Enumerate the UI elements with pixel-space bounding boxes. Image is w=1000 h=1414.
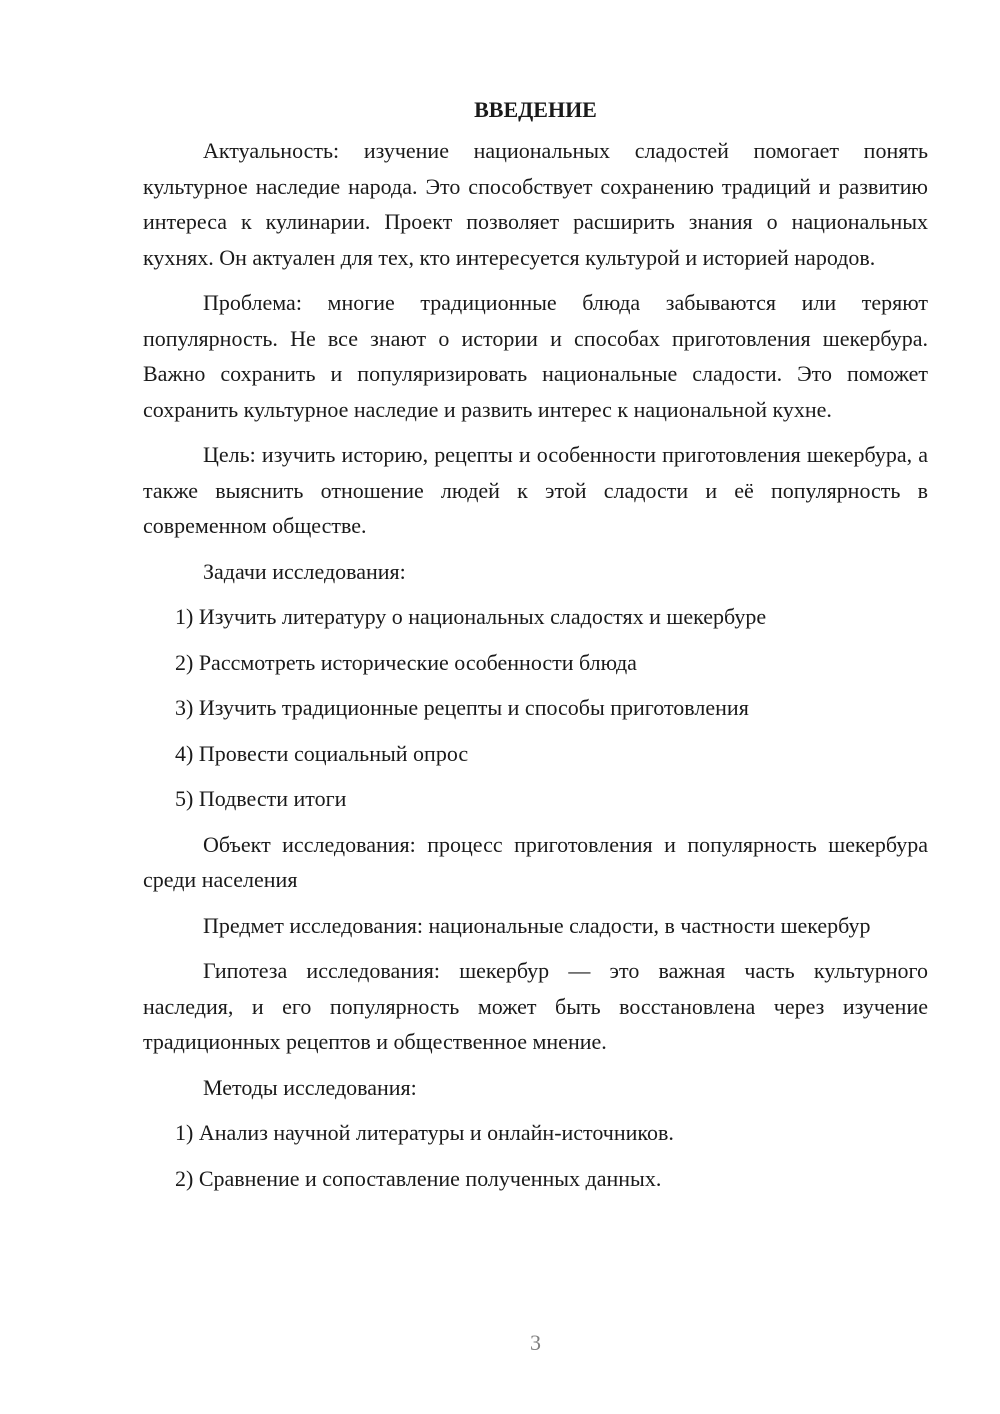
task-item: 2) Рассмотреть исторические особенности блюда xyxy=(175,649,637,675)
methods-heading: Методы исследования: xyxy=(203,1074,417,1100)
task-item: 5) Подвести итоги xyxy=(175,786,347,811)
method-item: 1) Анализ научной литературы и онлайн-источников. xyxy=(175,1120,674,1145)
task-item: 1) Изучить литературу о национальных сладостях и шекербуре xyxy=(175,604,767,629)
section-title: ВВЕДЕНИЕ xyxy=(474,97,597,122)
problem-paragraph: Проблема: многие традиционные блюда забываются или теряют популярность. Не все знают о истории и способах приготовления шекербура. Важно сохранить и популяризировать национальные сладости. Это поможет сохранить культурное наследие и развить интерес к национальной кухне. xyxy=(143,290,928,422)
task-item: 3) Изучить традиционные рецепты и способы приготовления xyxy=(175,695,749,720)
hypothesis-paragraph: Гипотеза исследования: шекербур — это важная часть культурного наследия, и его популярность может быть восстановлена через изучение традиционных рецептов и общественное мнение. xyxy=(143,958,928,1054)
relevance-paragraph: Актуальность: изучение национальных сладостей помогает понять культурное наследие народа. Это способствует сохранению традиций и развитию интереса к кулинарии. Проект позволяет расширить знания о национальных кухнях. Он актуален для тех, кто интересуется культурой и историей народов. xyxy=(143,138,928,270)
object-paragraph: Объект исследования: процесс приготовления и популярность шекербура среди населения xyxy=(143,831,928,892)
page-number: 3 xyxy=(530,1330,541,1355)
document-page xyxy=(143,92,928,1206)
tasks-heading: Задачи исследования: xyxy=(203,558,406,584)
subject-paragraph: Предмет исследования: национальные сладости, в частности шекербур xyxy=(203,912,871,938)
task-item: 4) Провести социальный опрос xyxy=(175,740,469,766)
goal-paragraph: Цель: изучить историю, рецепты и особенности приготовления шекербура, а также выяснить отношение людей к этой сладости и её популярность в современном обществе. xyxy=(143,442,928,538)
method-item: 2) Сравнение и сопоставление полученных данных. xyxy=(175,1165,662,1191)
